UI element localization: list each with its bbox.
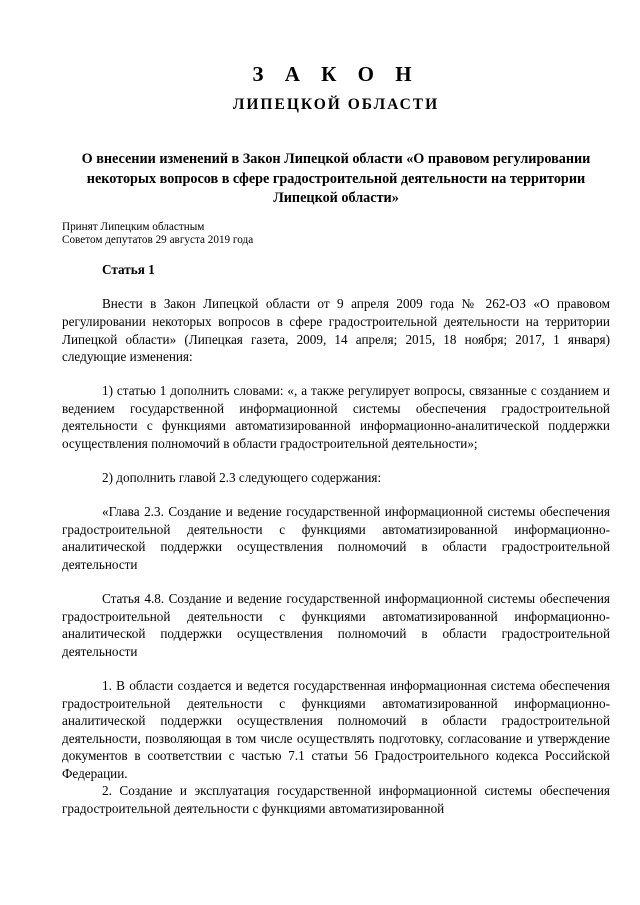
paragraph-article-heading: Статья 4.8. Создание и ведение государственной информационной системы обеспечения градостроительной деятельности с функциями автоматизированной информационно-аналитической поддержки осуществления полномочий в области градостроительной деятельности	[62, 591, 610, 659]
law-title: З А К О Н	[252, 62, 420, 86]
adoption-note	[62, 221, 610, 248]
paragraph-intro: Внести в Закон Липецкой области от 9 апреля 2009 года № 262-ОЗ «О правовом регулировании некоторых вопросов в сфере градостроительной деятельности на территории Липецкой области» (Липецкая газета, 2009, 14 апреля; 2015, 18 ноября; 2017, 1 января) следующие изменения:	[62, 296, 610, 365]
paragraph-item-1: 1) статью 1 дополнить словами: «, а также регулирует вопросы, связанные с созданием и ведением государственной информационной системы обеспечения градостроительной деятельности с функциями автоматизированной информационно-аналитической поддержки осуществления полномочий в области градостроительной деятельности»;	[62, 383, 610, 451]
region-subtitle: ЛИПЕЦКОЙ ОБЛАСТИ	[232, 96, 440, 113]
paragraph-clause-2: 2. Создание и эксплуатация государственной информационной системы обеспечения градостроительной деятельности с функциями автоматизированной	[62, 783, 610, 817]
paragraph-clause-1: 1. В области создается и ведется государственная информационная система обеспечения градостроительной деятельности с функциями автоматизированной информационно-аналитической поддержки осуществления полномочий в области градостроительной деятельности, позволяющая в том числе осуществлять подготовку, согласование и утверждение документов в соответствии с частью 7.1 статьи 56 Градостроительного кодекса Российской Федерации.	[62, 677, 610, 781]
paragraph-chapter-heading: «Глава 2.3. Создание и ведение государственной информационной системы обеспечения градостроительной деятельности с функциями автоматизированной информационно-аналитической поддержки осуществления полномочий в области градостроительной деятельности	[62, 504, 610, 572]
paragraph-item-2: 2) дополнить главой 2.3 следующего содержания:	[102, 470, 382, 486]
article-title: Статья 1	[102, 262, 155, 278]
adoption-line-2: Советом депутатов 29 августа 2019 года	[62, 233, 254, 246]
law-heading: О внесении изменений в Закон Липецкой области «О правовом регулировании некоторых вопросов в сфере градостроительной деятельности на территории Липецкой области»	[81, 151, 591, 206]
adoption-line-1: Принят Липецким областным	[62, 220, 205, 233]
